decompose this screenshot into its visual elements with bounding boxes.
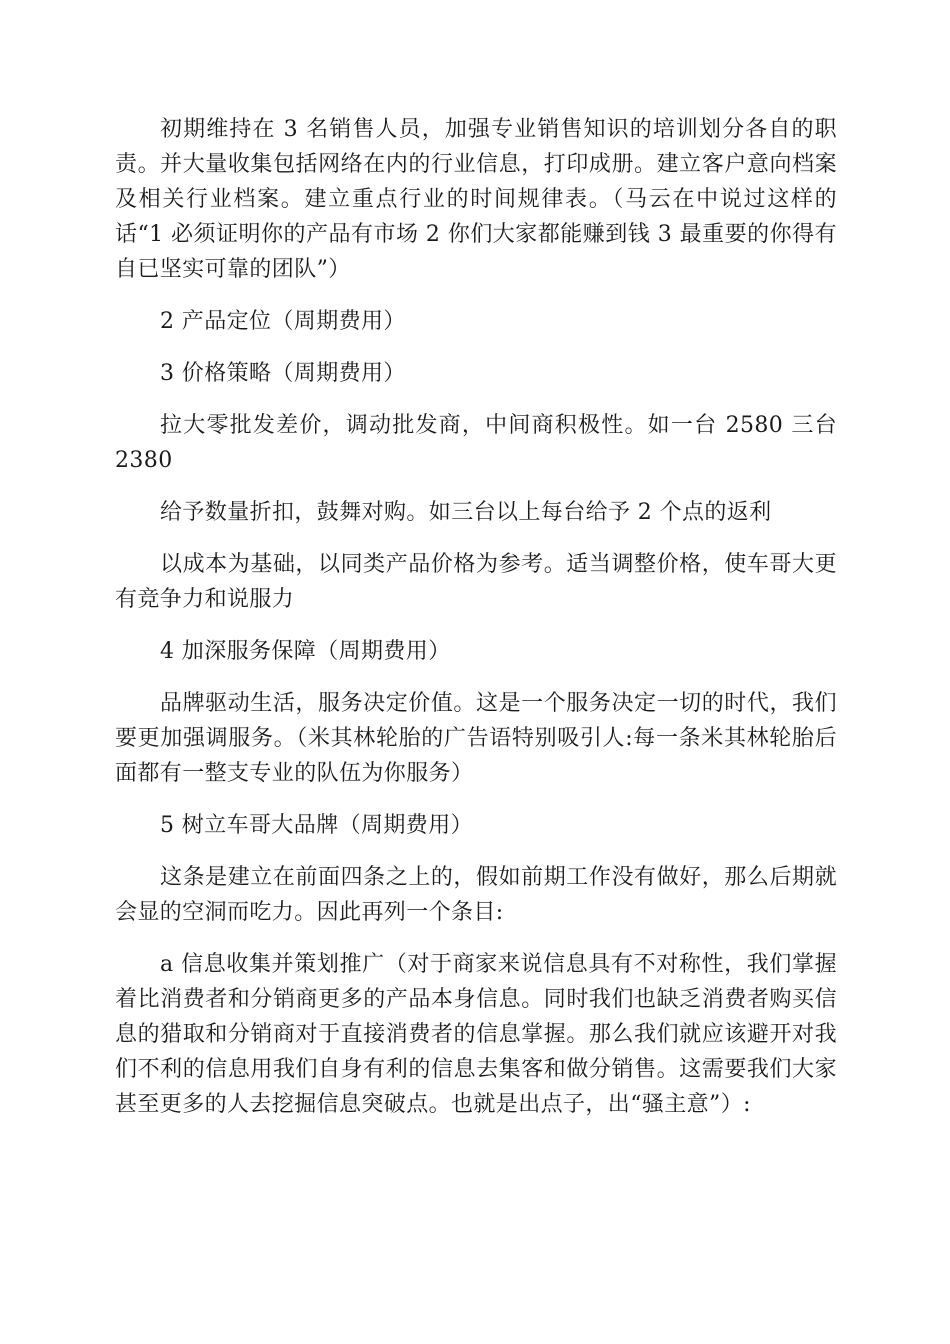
paragraph-info-collection: a 信息收集并策划推广（对于商家来说信息具有不对称性，我们掌握着比消费者和分销商更多的产品本身信息。同时我们也缺乏消费者购买信息的猎取和分销商对于直接消费者的信息掌握。那么我们就应该避开对我们不利的信息用我们自身有利的信息去集客和做分销售。这需要我们大家甚至更多的人去挖掘信息突破点。也就是出点子，出“骚主意”）: xyxy=(115,952,837,1117)
paragraph-sales-staff: 初期维持在 3 名销售人员，加强专业销售知识的培训划分各自的职责。并大量收集包括网络在内的行业信息，打印成册。建立客户意向档案及相关行业档案。建立重点行业的时间规律表。（马云在中说过这样的话“1 必须证明你的产品有市场 2 你们大家都能赚到钱 3 最重要的你得有自已坚实可靠的团队”） xyxy=(115,117,837,282)
heading-product-positioning: 2 产品定位（周期费用） xyxy=(160,309,406,334)
paragraph-cost-basis: 以成本为基础，以同类产品价格为参考。适当调整价格，使车哥大更有竞争力和说服力 xyxy=(115,552,837,612)
paragraph-foundation: 这条是建立在前面四条之上的，假如前期工作没有做好，那么后期就会显的空洞而吃力。因此再列一个条目: xyxy=(115,865,837,925)
paragraph-brand-service: 品牌驱动生活，服务决定价值。这是一个服务决定一切的时代，我们要更加强调服务。（米其林轮胎的广告语特别吸引人:每一条米其林轮胎后面都有一整支专业的队伍为你服务） xyxy=(115,691,837,786)
heading-price-strategy: 3 价格策略（周期费用） xyxy=(160,361,406,386)
paragraph-quantity-discount: 给予数量折扣，鼓舞对购。如三台以上每台给予 2 个点的返利 xyxy=(160,500,772,525)
document-body xyxy=(115,112,837,1139)
paragraph-price-gap: 拉大零批发差价，调动批发商，中间商积极性。如一台 2580 三台 2380 xyxy=(115,413,837,473)
heading-service-guarantee: 4 加深服务保障（周期费用） xyxy=(160,639,451,664)
heading-build-brand: 5 树立车哥大品牌（周期费用） xyxy=(160,813,473,838)
